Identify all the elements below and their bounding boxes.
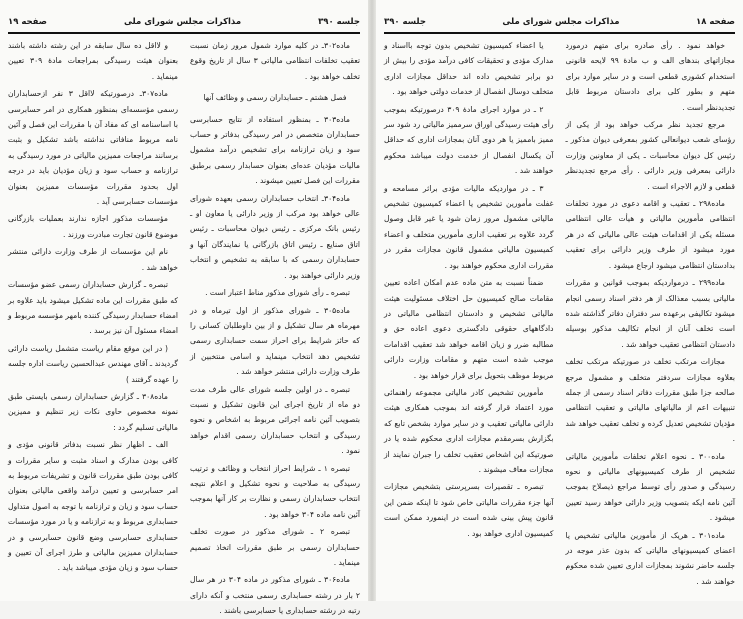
paragraph: الف ـ اظهار نظر نسبت بدفاتر قانونی مؤدی و کافی بودن مدارک و اسناد مثبت و سایر مقررات و کافی بودن طبق مقررات قانون و تشریفات مربوط به امر حسابرسی و تعیین درآمد واقعی مالیاتی بعنوان حساب سود و زیان و ترازنامه با توجه به اصول متداول حسابداری مربوط و به ترازنامه و یا در مورد مؤسسات حسابداری حسابرسی وضع قانون حسابرسی و در حسابداران ممیزین مالیاتی و طرز اجرای آن تعیین و حساب سود و زیان مؤدی میباشد باید .: [8, 440, 178, 573]
session-number: جلسه ۳۹۰: [384, 17, 426, 27]
paragraph: و لااقل ده سال سابقه در این رشته داشته باشند بعنوان هیئت رسیدگی بمراجعات مادهٔ ۳۰۹ تعیین مینماید .: [8, 41, 178, 81]
page-number: صفحه ۱۹: [8, 17, 47, 27]
running-title: مذاکرات مجلس شورای ملی: [502, 17, 620, 27]
paragraph: ماده۳۰۲ـ در کلیه موارد شمول مرور زمان نسبت تعقیب تخلفات انتظامی مالیاتی ۳ سال از تاریخ وقوع تخلف خواهد بود .: [190, 41, 360, 81]
paragraph: نام این مؤسسات از طرف وزارت دارائی منتشر خواهد شد .: [8, 247, 178, 272]
left-page-header: [8, 14, 360, 34]
paragraph: ۳ ـ در مواردیکه مالیات مؤدی براثر مسامحه و غفلت مأمورین تشخیص یا اعضاء کمیسیون تشخیص مالیاتی مشمول مرور زمان شود یا غیر قابل وصول گردد علاوه بر تعقیب اداری مأمورین متخلف و اعضاء کمیسیون مالیاتی مشمول قانون مجازات مقرر در مقررات اداری محکوم خواهند بود .: [384, 183, 554, 270]
paragraph: خواهد نمود . رأی صادره برای متهم درمورد مجازاتهای بندهای الف و ب مادهٔ ۹۹ لایحه قانونی استخدام کشوری قطعی است و در سایر موارد برای متهم و بطور کلی برای دادستان مربوط قابل تجدیدنظر است .: [565, 41, 735, 112]
paragraph: تبصره ـ رأی شورای مذکور مناط اعتبار است .: [205, 288, 350, 298]
right-page: [376, 0, 743, 601]
paragraph: ماده۲۹۹ ـ درمواردیکه بموجب قوانین و مقررات مالیاتی بسبب معذالک از هر دفتر اسناد رسمی انجام میشود تکالیفی برعهده سر دفتران دفاتر گذاشته شده است تخلف آنان از انجام تکالیف مذکور بوسیله دادستان انتظامی تعقیب خواهد شد .: [565, 278, 735, 349]
left-page: [0, 0, 368, 616]
paragraph: مرجع تجدید نظر مرکب خواهد بود از یکی از رؤسای شعب دیوانعالی کشور بمعرفی دیوان مذکور ـ رئیس کل دیوان محاسبات ـ یکی از معاونین وزارت دارائی بمعرفی وزیر دارائی . رأی مرجع تجدیدنظر قطعی و لازم الاجراء است .: [565, 120, 735, 191]
right-page-header: [384, 14, 735, 34]
paragraph: ماده۳۰۸ ـ گزارش حسابداران رسمی بایستی طبق نمونه مخصوص حاوی نکات زیر تنظیم و ممیزین مالیاتی تسلیم گردد :: [8, 391, 178, 432]
paragraph: مأمورین تشخیص کادر مالیاتی مجموعه راهنمائی مورد اعتماد قرار گرفته اند بموجب همکاری هیئت دارائی مالیاتی تعقیب و در سایر موارد بشخص تابع که بگزارش بسرمقدم مجازات اداری محکوم شده یا در صورتیکه این اشخاص تعقیب تخلف را جبران نمایند از مجازات معاف میشوند .: [384, 387, 554, 474]
paragraph: تبصره ۲ ـ شورای مذکور در صورت تخلف حسابداران رسمی بر طبق مقررات اتخاذ تصمیم مینماید .: [190, 527, 360, 567]
left-page-right-column: [190, 38, 360, 616]
paragraph: مجازات مرتکب تخلف در صورتیکه مرتکب تخلف بعلاوه مجازات سردفتر متخلف و مشمول مرجع صالحه جزا طبق مقررات دفاتر اسناد رسمی از جمله تنبیهات اعم از مالیاتهای مالیاتی و تعقیب انتظامی مؤدیان تشخیص تعدیل کرده و تخلف تعقیب خواهد شد .: [565, 357, 735, 444]
page-number: صفحه ۱۸: [696, 17, 735, 27]
paragraph: ضمناً نسبت به متن ماده عدم امکان اعاده تعیین مقامات صالح کمیسیون حل اختلاف مسئولیت هیئت مالیاتی تشخیص و دادستان انتظامی مالیاتی در دادگاههای حقوقی دادگستری دعوی اعاده حق و مطالبه ضرر و زیان اقامه خواهد شد تعقیب اقدامات موجب شده است متهم و مقامات وزارت دارائی مربوط موظف بتحویل برای قرار خواهد بود .: [384, 278, 554, 380]
paragraph: یا اعضاء کمیسیون تشخیص بدون توجه بااسناد و مدارک مؤدی و تحقیقات کافی درآمد مؤدی را بیش از دو برابر تشخیص داده اند حداقل مجازات اداری متخلف دوسال انفصال از خدمات دولتی خواهد بود .: [384, 41, 554, 97]
right-page-right-column: [566, 38, 736, 601]
paragraph: ماده۳۰۴ـ انتخاب حسابداران رسمی بعهده شورای عالی خواهد بود مرکب از وزیر دارائی یا معاون او ـ رئیس بانک مرکزی ـ رئیس دیوان محاسبات ـ رئیس اتاق صنایع ـ رئیس اتاق بازرگانی یا نمایندگان آنها و حسابداران رسمی که با سابقه به تشخیص و انتخاب وزیر دارائی خواهند بود .: [190, 193, 360, 280]
paragraph: ماده۳۰۱ ـ هریک از مأمورین مالیاتی تشخیص یا اعضای کمیسیونهای مالیاتی که بدون عذر موجه در جلسه حاضر نشوند بمجازات اداری تعیین شده محکوم خواهند شد .: [565, 530, 735, 586]
right-page-left-column: [384, 38, 554, 601]
left-page-left-column: [8, 38, 178, 601]
paragraph: ماده۳۰۰ ـ نحوه اعلام تخلفات مأمورین مالیاتی تشخیص از طرف کمیسیونهای مالیاتی و نحوه رسیدگی و صدور رأی توسط مراجع ذیصلاح بموجب آئین نامه ایکه بتصویب وزیر دارائی خواهد رسید تعیین میشود .: [565, 451, 735, 523]
session-number: جلسه ۳۹۰: [318, 17, 360, 27]
book-gutter: [368, 0, 376, 601]
paragraph: ماده۲۹۸ ـ تعقیب و اقامه دعوی در مورد تخلفات انتظامی مأمورین مالیاتی و هیأت عالی انتظامی مسئله یکی از اقدامات هیئت عالی مالیاتی که در هر مورد میشود از طرف وزیر دارائی برای تعقیب بدادستان انتظامی میشود ارجاع میشود .: [565, 199, 735, 270]
paragraph: تبصره ـ تقصیرات بسرپرستی بتشخیص مجازات آنها جزء مقررات مالیاتی خاص شود تا اینکه ضمن این قانون پیش بینی شده است در اینمورد ممکن است کمیسیون اداری خواهد بود .: [384, 482, 554, 538]
paragraph: ( در این موقع مقام ریاست متشمل ریاست دارائی گردیدند ـ آقای مهندس عبدالحسین ریاست اداره جلسه را عهده گرفتند ): [8, 343, 178, 384]
paragraph: ماده۳۰۵ ـ شورای مذکور از اول تیرماه و در مهرماه هر سال تشکیل و از بین داوطلبان کسانی را که حائز شرایط برای احراز سمت حسابداری رسمی تشخیص دهد انتخاب مینماید و اسامی منتخبین از طرف وزارت دارائی منتشر خواهد شد .: [190, 305, 360, 377]
paragraph: ماده۳۰۶ ـ شورای مذکور در ماده ۳۰۴ در هر سال ۲ بار در رشته حسابداری رسمی منتخب و آنکه دارای رتبه در رشته حسابداری یا حسابرسی باشند .: [190, 575, 360, 616]
paragraph: ماده۳۰۳ ـ بمنظور استفاده از نتایج حسابرسی حسابداران متخصص در امر رسیدگی بدفاتر و حساب سود و زیان ترازنامه برای تشخیص درآمد مشمول مالیات مؤدیان عده‌ای بعنوان حسابدار رسمی برطبق مقررات این فصل تعیین میشوند .: [190, 114, 360, 186]
paragraph: تبصره ـ در اولین جلسه شورای عالی طرف مدت دو ماه از تاریخ اجرای این قانون تشکیل و نسبت بتصویب آئین نامه اجرائی مربوط به اشخاص و نحوه رسیدگی و انتخاب حسابداران رسمی اقدام خواهد نمود .: [190, 384, 360, 456]
paragraph: تبصره ـ گزارش حسابداران رسمی عضو مؤسسات که طبق مقررات این ماده تشکیل میشود باید علاوه بر امضاء حسابدار رسیدگی کننده بامهر مؤسسه مربوط و امضاء مسئول آن نیز برسد .: [8, 280, 178, 336]
paragraph: ماده۳۰۷ـ درصورتیکه لااقل ۳ نفر ازحسابداران رسمی مؤسسه‌ای بمنظور همکاری در امر حسابرسی با اساسنامه ای که مفاد آن با مقررات این فصل و آئین نامه مربوط منافاتی نداشته باشد تشکیل و بثبت برسانند مراجعات ممیزین مالیاتی در مورد رسیدگی به ترازنامه و حساب سود و زیان مؤدیان باید در درجه اول بحدود مقررات مؤسسات ممیزین بعنوان مؤسسات حسابرسی آید .: [8, 89, 178, 207]
section-heading: فصل هشتم ـ حسابداران رسمی و وظائف آنها: [203, 93, 347, 103]
paragraph: تبصره ۱ ـ شرایط احراز انتخاب و وظائف و ترتیب رسیدگی به صلاحیت و نحوه تشکیل و اعلام نتیجه انتخاب حسابداران رسمی و نظارت بر کار آنها بموجب آئین نامه ماده ۳۰۴ خواهد بود .: [190, 463, 360, 519]
paragraph: مؤسسات مذکور اجازه ندارند بعملیات بازرگانی موضوع قانون تجارت مبادرت ورزند .: [8, 214, 178, 239]
paragraph: ۲ ـ در موارد اجرای مادهٔ ۳۰۹ درصورتیکه بموجب رأی هیئت رسیدگی اوراق سرممیز مالیاتی رد شود سر ممیز باممیز یا هر دوی آنان بمجازات اداری که حداقل آن یکسال انفصال از خدمت دولت میباشد محکوم خواهند شد .: [384, 104, 554, 176]
running-title: مذاکرات مجلس شورای ملی: [123, 17, 242, 27]
